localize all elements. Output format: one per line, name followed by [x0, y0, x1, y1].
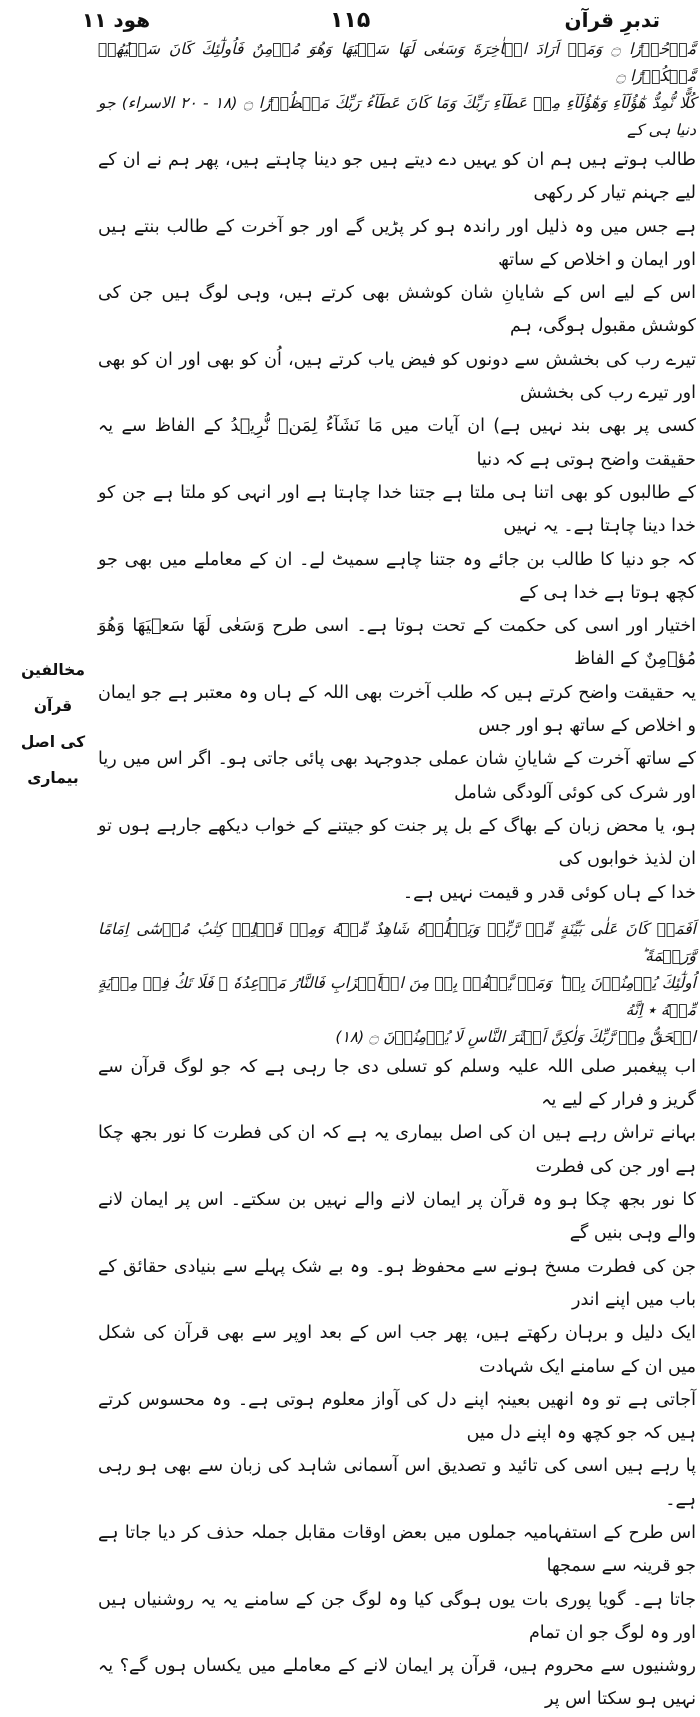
margin-note-line: کی اصل بیماری — [20, 733, 86, 787]
text-line: کے طالبوں کو بھی اتنا ہی ملتا ہے جتنا خدا چاہتا ہے اور انہی کو ملتا ہے جن کو خدا دینا چاہتا ہے۔ یہ نہیں — [98, 482, 696, 537]
book-title: تدبرِ قرآن — [564, 8, 660, 32]
text-line: یہ حقیقت واضح کرتے ہیں کہ طلب آخرت بھی اللہ کے ہاں وہ معتبر ہے جو ایمان و اخلاص کے ساتھ ہو اور جس — [98, 682, 696, 737]
page-number: ۱۱۵ — [330, 8, 371, 33]
commentary-paragraph-1 — [98, 144, 696, 910]
quran-verse-1 — [98, 36, 696, 144]
verse-line: اُولٰٓئِكَ یُؤۡمِنُوۡنَ بِهٖ ؕ وَمَنۡ یَّكۡفُرۡ بِهٖ مِنَ الۡاَحۡزَابِ فَالنَّارُ مَوۡعِدُهٗ ۚ فَلَا تَكُ فِیۡ مِرۡیَةٍ مِّنۡهُ ٭ اِنَّهُ — [98, 973, 696, 1019]
text-line: کا نور بجھ چکا ہو وہ قرآن پر ایمان لانے والے نہیں بن سکتے۔ اس پر ایمان لانے والے وہی بنیں گے — [98, 1190, 696, 1244]
text-line: آجاتی ہے تو وہ انھیں بعینہٖ اپنے دل کی آواز معلوم ہوتی ہے۔ وہ محسوس کرتے ہیں کہ جو کچھ وہ اپنے دل میں — [98, 1389, 696, 1444]
text-line: تیرے رب کی بخشش سے دونوں کو فیض یاب کرتے ہیں، اُن کو بھی اور ان کو بھی اور تیرے رب کی بخشش — [98, 349, 696, 404]
margin-note — [12, 652, 94, 796]
text-line: روشنیوں سے محروم ہیں، قرآن پر ایمان لانے کے معاملے میں یکساں ہوں گے؟ یہ نہیں ہو سکتا اس پر — [98, 1656, 696, 1710]
commentary-paragraph-2 — [98, 1051, 696, 1517]
text-line: طالب ہوتے ہیں ہم ان کو یہیں دے دیتے ہیں جو دینا چاہتے ہیں، پھر ہم نے ان کے لیے جہنم تیار کر رکھی — [98, 150, 696, 204]
text-line: ہے جس میں وہ ذلیل اور راندہ ہو کر پڑیں گے اور جو آخرت کے طالب بنتے ہیں اور ایمان و اخلاص کے ساتھ — [98, 216, 696, 270]
verse-line: كُلًّا نُّمِدُّ هٰٓؤُلَآءِ وَهٰٓؤُلَآءِ مِنۡ عَطَآءِ رَبِّكَ وَمَا كَانَ عَطَآءُ رَبِّكَ مَحۡظُوۡرًا ۝ (۱۸ - ۲۰ الاسراء) جو دنیا ہی کے — [98, 94, 696, 139]
verse-line: اَفَمَنۡ كَانَ عَلٰی بَیِّنَةٍ مِّنۡ رَّبِّهٖ وَیَتۡلُوۡهُ شَاهِدٌ مِّنۡهُ وَمِنۡ قَبۡلِهٖ كِتٰبُ مُوۡسٰٓی اِمَامًا وَّرَحۡمَةً ؕ — [98, 919, 696, 965]
text-line: اب پیغمبر صلی اللہ علیہ وسلم کو تسلی دی جا رہی ہے کہ جو لوگ قرآن سے گریز و فرار کے لیے یہ — [98, 1056, 696, 1111]
verse-line: الۡحَقُّ مِنۡ رَّبِّكَ وَلٰكِنَّ اَكۡثَرَ النَّاسِ لَا یُؤۡمِنُوۡنَ ۝ (۱۸) — [335, 1027, 696, 1046]
surah-name: ھود ۱۱ — [82, 8, 151, 32]
text-line: ایک دلیل و برہان رکھتے ہیں، پھر جب اس کے بعد اوپر سے بھی قرآن کی شکل میں ان کے سامنے ایک شہادت — [98, 1323, 696, 1377]
text-line: بہانے تراش رہے ہیں ان کی اصل بیماری یہ ہے کہ ان کی فطرت کا نور بجھ چکا ہے اور جن کی فطرت — [98, 1123, 696, 1177]
quran-verse-2 — [98, 916, 696, 1051]
text-line: کہ جو دنیا کا طالب بن جائے وہ جتنا چاہے سمیٹ لے۔ ان کے معاملے میں بھی جو کچھ ہوتا ہے خدا ہی کے — [98, 549, 696, 603]
verse-line: مَّدۡحُوۡرًا ۝ وَمَنۡ اَرَادَ الۡاٰخِرَةَ وَسَعٰی لَهَا سَعۡیَهَا وَهُوَ مُؤۡمِنٌ فَاُولٰٓئِكَ كَانَ سَعۡیُهُمۡ مَّشۡكُوۡرًا ۝ — [98, 40, 696, 85]
text-line: اس کے لیے اس کے شایانِ شان کوشش بھی کرتے ہیں، وہی لوگ ہیں جن کی کوشش مقبول ہوگی، ہم — [98, 283, 696, 337]
text-line: کے ساتھ آخرت کے شایانِ شان عملی جدوجہد بھی پائی جاتی ہو۔ اگر اس میں ریا اور شرک کی کوئی آلودگی شامل — [98, 749, 696, 803]
text-line: جاتا ہے۔ گویا پوری بات یوں ہوگی کیا وہ لوگ جن کے سامنے یہ یہ روشنیاں ہیں اور وہ لوگ جو ان تمام — [98, 1589, 696, 1643]
commentary-paragraph-3 — [98, 1517, 696, 1717]
text-line: اختیار اور اسی کی حکمت کے تحت ہوتا ہے۔ اسی طرح وَسَعٰی لَهَا سَعۡیَهَا وَهُوَ مُؤۡمِنٌ کے الفاظ — [98, 616, 696, 670]
text-line: اس طرح کے استفہامیہ جملوں میں بعض اوقات مقابل جملہ حذف کر دیا جاتا ہے جو قرینہ سے سمجھا — [98, 1522, 696, 1577]
page-body — [98, 36, 696, 1717]
text-line: خدا کے ہاں کوئی قدر و قیمت نہیں ہے۔ — [402, 882, 696, 903]
text-line: کسی پر بھی بند نہیں ہے) ان آیات میں مَا نَشَآءُ لِمَنۡ نُّرِیۡدُ کے الفاظ سے یہ حقیقت واضح ہوتی ہے کہ دنیا — [98, 416, 696, 470]
margin-note-line: مخالفین قرآن — [21, 661, 85, 715]
text-line: جن کی فطرت مسخ ہونے سے محفوظ ہو۔ وہ بے شک پہلے سے بنیادی حقائق کے باب میں اپنے اندر — [98, 1256, 696, 1310]
text-line: پا رہے ہیں اسی کی تائید و تصدیق اس آسمانی شاہد کی زبان سے بھی ہو رہی ہے۔ — [98, 1456, 696, 1510]
text-line: ہو، یا محض زبان کے بھاگ کے بل پر جنت کو جیتنے کے خواب دیکھے جارہے ہوں تو ان لذیذ خوابوں کی — [98, 815, 696, 870]
